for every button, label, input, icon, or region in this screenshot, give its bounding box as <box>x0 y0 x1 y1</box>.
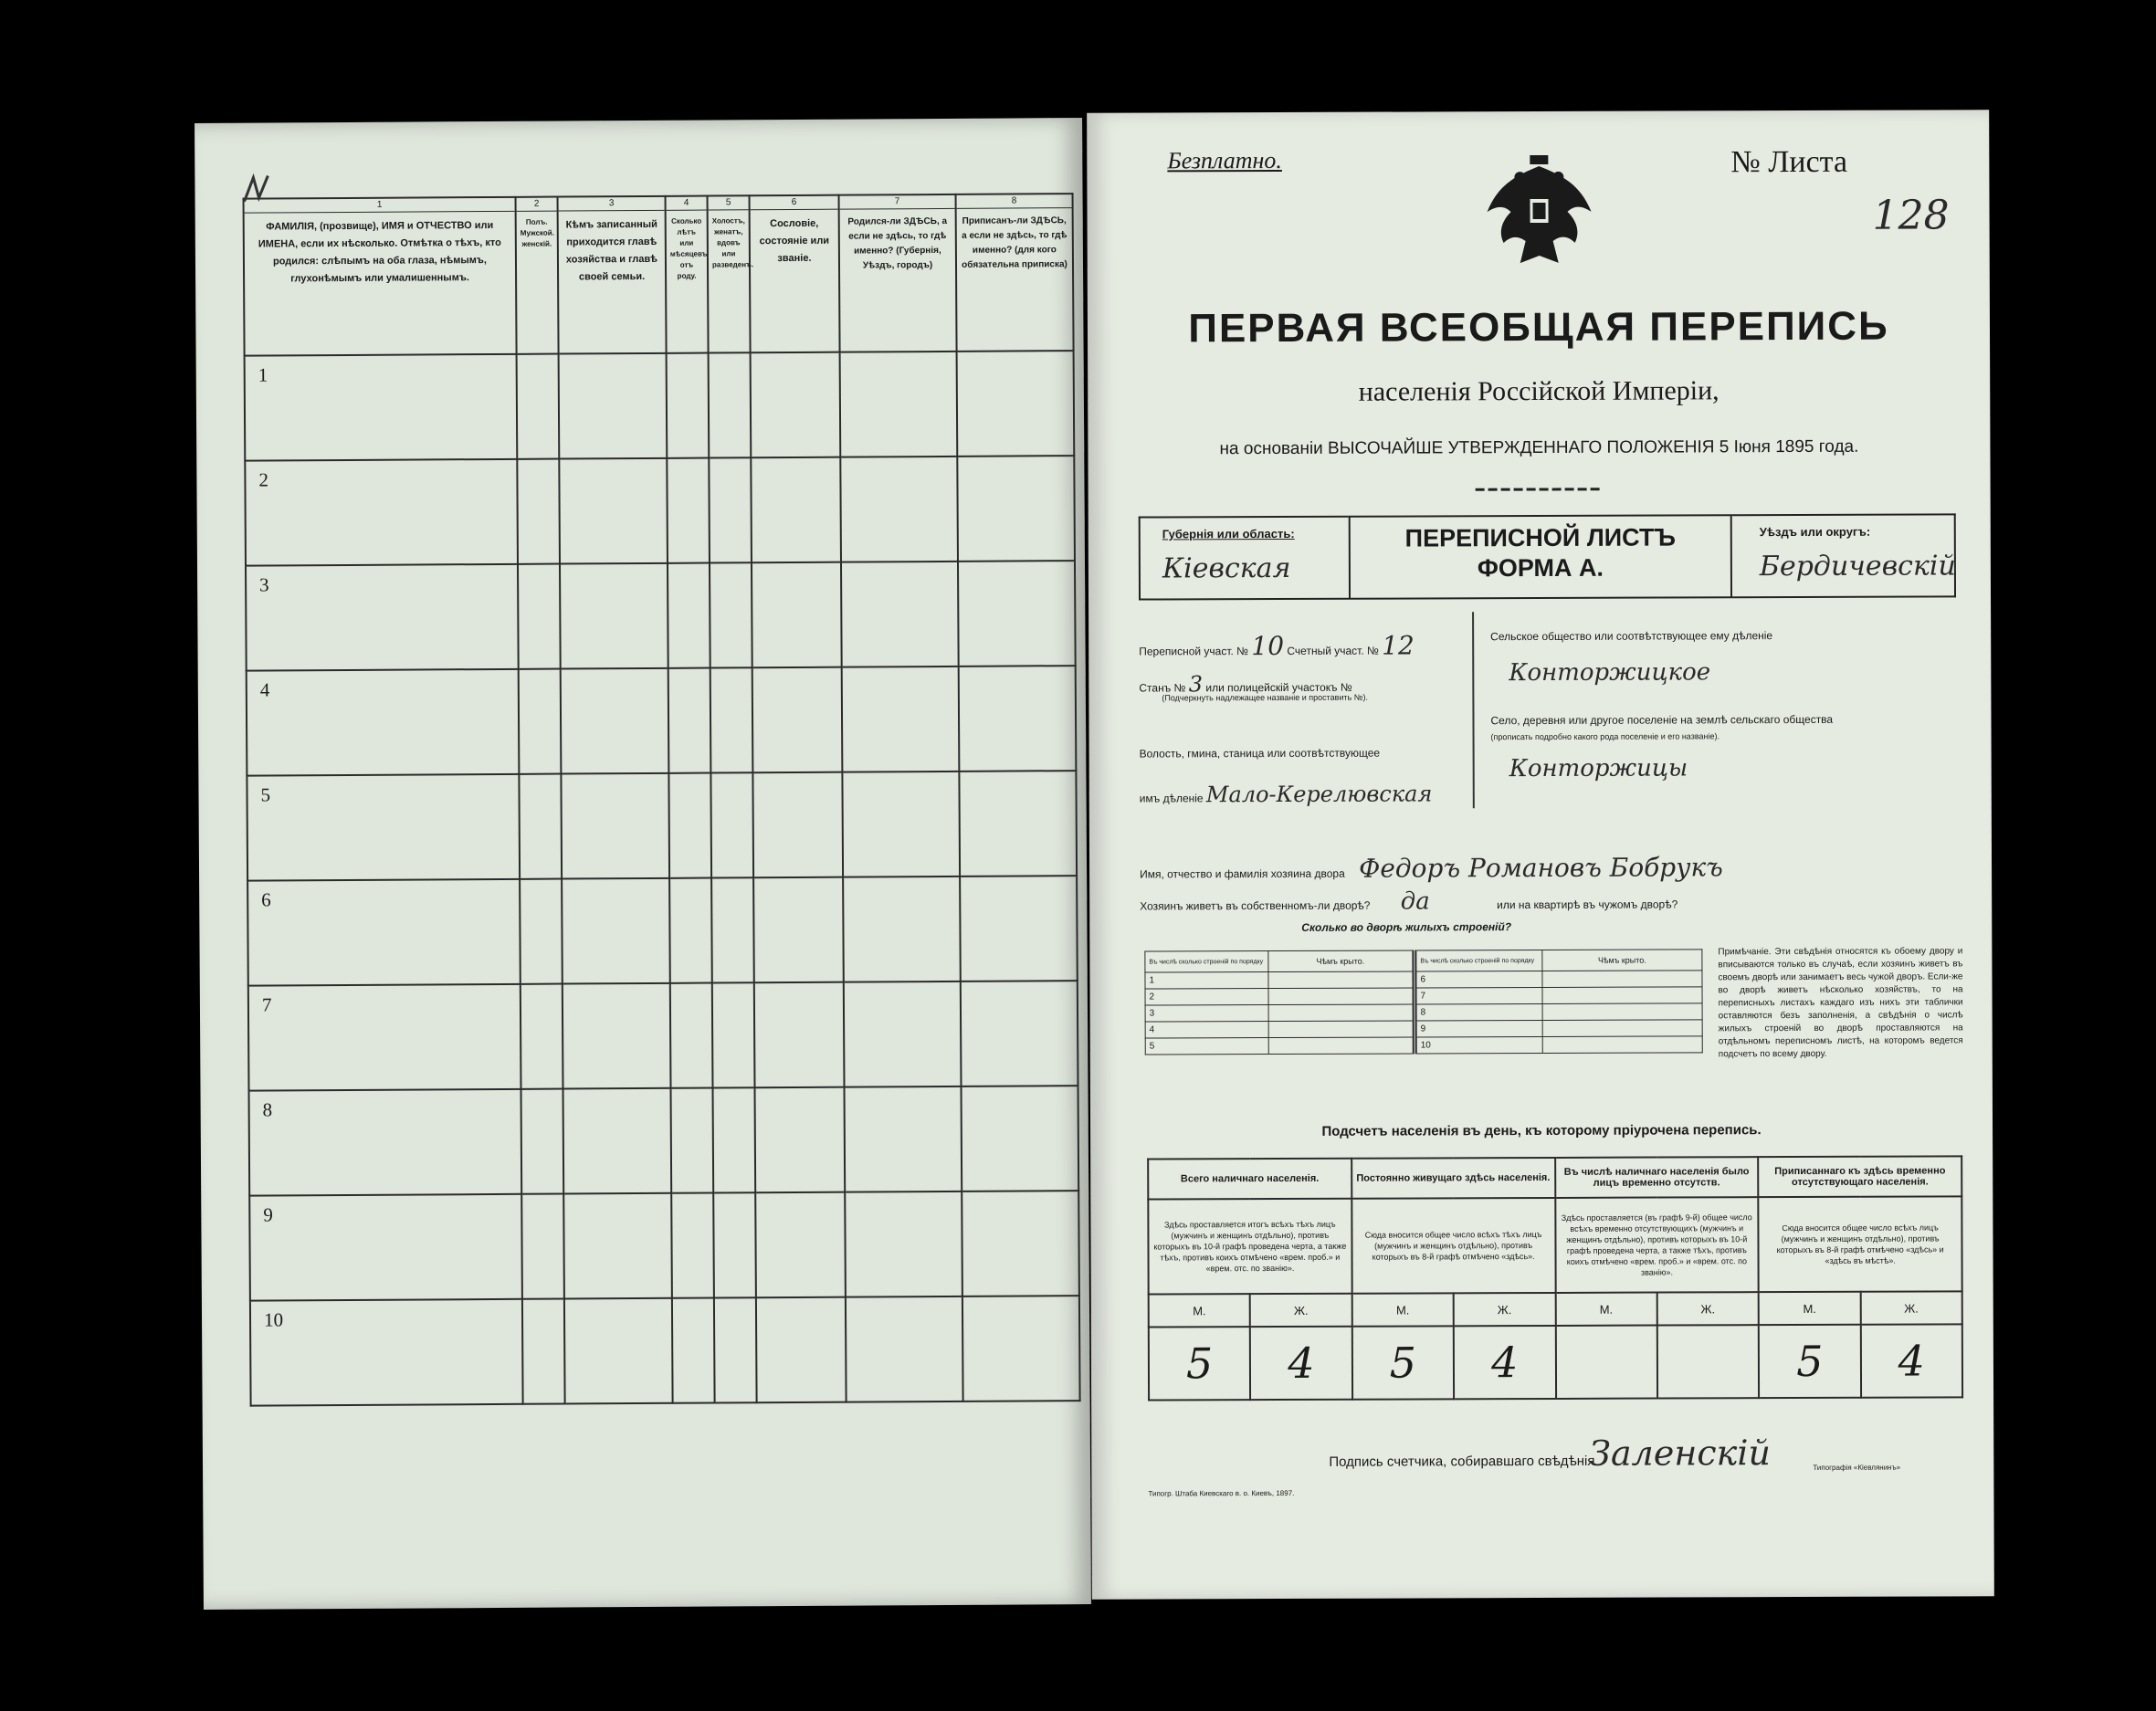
row-number: 8 <box>262 1098 273 1121</box>
page-title: ПЕРВАЯ ВСЕОБЩАЯ ПЕРЕПИСЬ <box>1188 303 1889 352</box>
census-district-label: Переписной участ. № <box>1139 645 1249 658</box>
sex-label: Ж. <box>1454 1293 1556 1326</box>
form-title: ПЕРЕПИСНОЙ ЛИСТЪ <box>1404 523 1676 552</box>
table-row <box>246 561 1076 671</box>
counting-district-value: 12 <box>1382 630 1415 661</box>
count-group-title: Всего наличнаго населенія. <box>1148 1159 1351 1200</box>
table-row <box>245 456 1075 566</box>
row-number: 7 <box>261 993 272 1016</box>
census-district-value: 10 <box>1251 630 1285 662</box>
form-header-box <box>1139 513 1961 600</box>
table-header-row <box>244 194 1074 356</box>
village-label: Село, деревня или другое поселеніе на землѣ сельскаго общества <box>1490 712 1834 728</box>
count-value: 5 <box>1759 1325 1861 1398</box>
count-group-title: Приписаннаго къ здѣсь временно отсутствующаго населенія. <box>1758 1156 1961 1197</box>
owner-line <box>1140 852 1723 884</box>
form-subtitle: ФОРМА А. <box>1477 553 1604 583</box>
col-header-name: 1 ФАМИЛІЯ, (прозвище), ИМЯ и ОТЧЕСТВО или ИМЕНА, если их нѣсколько. Отмѣтка о тѣхъ, кто родился: слѣпымъ на оба глаза, нѣмымъ, глухонѣмымъ или умалишеннымъ. <box>244 197 517 356</box>
count-value <box>1555 1326 1657 1399</box>
household-members-table <box>243 193 1081 1407</box>
province-value: Кіевская <box>1162 551 1291 585</box>
sex-label: М. <box>1351 1293 1454 1326</box>
camp-note: (Подчеркнуть надлежащее названіе и проставить №). <box>1162 692 1368 703</box>
row-number: 4 <box>259 678 270 701</box>
table-row <box>249 1086 1079 1196</box>
population-count-title: Подсчетъ населенія въ день, къ которому пріурочена перепись. <box>1321 1122 1762 1139</box>
table-row: 2 7 <box>1145 987 1702 1005</box>
count-value: 4 <box>1250 1327 1352 1400</box>
table-row: 3 8 <box>1145 1003 1702 1022</box>
row-number: 10 <box>263 1308 284 1331</box>
table-row <box>247 876 1078 986</box>
count-value: 5 <box>1149 1327 1251 1400</box>
count-value: 4 <box>1860 1324 1962 1397</box>
col-header-age: 4 Сколько лѣтъ или мѣсяцевъ отъ роду. <box>666 196 709 353</box>
col-header-registration: 8 Приписанъ-ли ЗДѢСЬ, а если не здѣсь, то гдѣ именно? (для кого обязательна приписка) <box>956 194 1074 352</box>
row-number: 3 <box>259 573 269 596</box>
buildings-header: Въ числѣ сколько строеній по порядку <box>1415 950 1542 971</box>
count-group-desc: Сюда вносится общее число всѣхъ тѣхъ лицъ (мужчинъ и женщинъ отдѣльно), противъ которыхъ въ 8-й графѣ отмѣчено «здѣсь». <box>1351 1198 1555 1294</box>
sheet-number-value: 128 <box>1872 192 1950 239</box>
legal-basis: на основаніи ВЫСОЧАЙШЕ УТВЕРЖДЕННАГО ПОЛОЖЕНІЯ 5 Іюня 1895 года. <box>1219 436 1859 459</box>
right-page <box>1087 110 1994 1599</box>
society-label: Сельское общество или соотвѣтствующее ему дѣленіе <box>1490 629 1773 644</box>
row-number: 6 <box>261 888 271 911</box>
count-group-desc: Здѣсь проставляется итогъ всѣхъ тѣхъ лицъ (мужчинъ и женщинъ отдѣльно), противъ которыхъ въ 10-й графѣ проведена черта, а также тѣхъ, противъ коихъ отмѣчено «врем. проб.» и «врем. отс. по званію». <box>1148 1199 1351 1295</box>
volost-label: Волость, гмина, станица или соотвѣтствующее <box>1139 746 1381 761</box>
camp-suffix: или полицейскій участокъ № <box>1205 680 1352 695</box>
ornament-divider-icon <box>1476 486 1604 493</box>
form-title-cell <box>1349 514 1732 599</box>
signature-label: Подпись счетчика, собиравшаго свѣдѣнія <box>1329 1453 1595 1470</box>
row-number: 1 <box>258 363 268 386</box>
table-row: 4 9 <box>1145 1020 1702 1038</box>
counting-district-label: Счетный участ. № <box>1287 644 1379 657</box>
sex-label: Ж. <box>1250 1294 1352 1327</box>
volost-value: Мало-Керелювская <box>1205 781 1433 808</box>
table-row <box>249 1191 1079 1301</box>
count-group-title: Въ числѣ наличнаго населенія было лицъ временно отсутств. <box>1555 1157 1759 1198</box>
table-row <box>247 666 1077 776</box>
pencil-mark-icon <box>240 170 277 206</box>
district-value: Бердичевскій <box>1759 550 1956 583</box>
own-yard-label: Хозяинъ живетъ въ собственномъ-ли дворѣ? <box>1140 898 1371 913</box>
sex-label: Ж. <box>1860 1291 1962 1324</box>
population-count-table <box>1147 1155 1963 1401</box>
left-page <box>195 118 1091 1610</box>
own-yard-line <box>1140 887 1677 916</box>
sheet-number-label: № Листа <box>1730 144 1848 180</box>
society-value: Конторжицкое <box>1509 658 1711 688</box>
camp-label: Станъ № <box>1139 681 1186 695</box>
sex-label: Ж. <box>1657 1292 1759 1325</box>
village-note: (прописать подробно какого рода поселеніе и его названіе). <box>1490 731 1720 742</box>
volost-line <box>1140 781 1433 807</box>
buildings-header: Въ числѣ сколько строеній по порядку <box>1145 951 1268 972</box>
count-value: 5 <box>1352 1326 1455 1399</box>
village-value: Конторжицы <box>1509 754 1688 783</box>
census-district-line <box>1139 630 1522 661</box>
count-group-title: Постоянно живущаго здѣсь населенія. <box>1351 1158 1555 1199</box>
double-headed-eagle-icon <box>1479 148 1598 276</box>
table-row <box>245 351 1075 461</box>
page-subtitle: населенія Россійской Имперіи, <box>1358 375 1720 407</box>
row-number: 5 <box>260 783 271 806</box>
table-row: 1 6 <box>1145 971 1702 989</box>
count-value: 4 <box>1454 1326 1556 1399</box>
buildings-header: Чѣмъ крыто. <box>1542 950 1702 971</box>
count-value <box>1657 1325 1760 1398</box>
signature-value: Заленскій <box>1589 1433 1772 1474</box>
owner-value: Федоръ Романовъ Бобрукъ <box>1359 852 1723 884</box>
printer-imprint-right: Типографія «Кіевлянинъ» <box>1813 1463 1901 1472</box>
col-header-relation: 3 Кѣмъ записанный приходится главѣ хозяйства и главѣ своей семьи. <box>558 196 667 354</box>
owner-label: Имя, отчество и фамилія хозяина двора <box>1140 866 1345 881</box>
count-group-desc: Здѣсь проставляется (въ графѣ 9-й) общее число всѣхъ временно отсутствующихъ (мужчинъ и женщинъ отдѣльно), противъ которыхъ въ 10-й графѣ проведена черта, а также тѣхъ, противъ коихъ отмѣчено «врем. проб.» и «врем. отс. по званію». <box>1555 1197 1759 1293</box>
sex-label: М. <box>1555 1293 1657 1326</box>
col-header-marital: 5 Холостъ, женатъ, вдовъ или разведенъ. <box>708 195 751 352</box>
col-header-birthplace: 7 Родился-ли ЗДѢСЬ, а если не здѣсь, то гдѣ именно? (Губернія, Уѣздъ, городъ) <box>839 194 957 352</box>
camp-value: 3 <box>1188 671 1204 698</box>
table-row <box>247 771 1077 881</box>
table-row: 5 10 <box>1145 1036 1702 1055</box>
table-row <box>248 981 1078 1091</box>
row-number: 2 <box>258 468 268 491</box>
sex-label: М. <box>1759 1292 1861 1325</box>
col-header-estate: 6 Сословіе, состояніе или званіе. <box>750 195 840 353</box>
printer-imprint-left: Типогр. Штаба Киевскаго в. о. Киевъ, 1897. <box>1148 1488 1295 1498</box>
buildings-table <box>1144 949 1702 1055</box>
volost-label2: имъ дѣленіе <box>1139 792 1204 805</box>
buildings-label: Сколько во дворѣ жилыхъ строеній? <box>1301 920 1512 934</box>
table-row <box>250 1296 1080 1406</box>
own-yard-value: да <box>1400 887 1430 916</box>
sex-label: М. <box>1149 1294 1251 1327</box>
col-header-sex: 2 Полъ. Мужской. женскій. <box>516 197 559 354</box>
buildings-note: Примѣчаніе. Эти свѣдѣнія относятся къ обоему двору и вписываются только въ случаѣ, если хозяинъ живетъ въ своемъ дворѣ или занимаетъ весь чужой дворъ. Если-же во дворѣ живетъ нѣсколько хозяйствъ, то на переписныхъ листахъ каждаго изъ нихъ эти таблички оставляются безъ заполненія, а свѣдѣнія о числѣ жилыхъ строеній во дворѣ проставляются на отдѣльномъ переписномъ листѣ, на которомъ ведется подсчетъ по всему двору. <box>1718 946 1963 1060</box>
rented-label: или на квартирѣ въ чужомъ дворѣ? <box>1497 897 1678 912</box>
buildings-header: Чѣмъ крыто. <box>1268 950 1415 972</box>
district-label: Уѣздъ или округъ: <box>1759 524 1871 540</box>
province-cell <box>1139 516 1349 601</box>
district-cell <box>1732 513 1956 598</box>
free-label: Безплатно. <box>1167 146 1282 174</box>
row-number: 9 <box>263 1203 273 1226</box>
count-group-desc: Сюда вносится общее число всѣхъ лицъ (мужчинъ и женщинъ отдѣльно), противъ которыхъ въ 8-й графѣ отмѣчено «здѣсь» и «здѣсь въ мѣстѣ». <box>1759 1196 1962 1292</box>
province-label: Губернія или область: <box>1162 526 1295 541</box>
